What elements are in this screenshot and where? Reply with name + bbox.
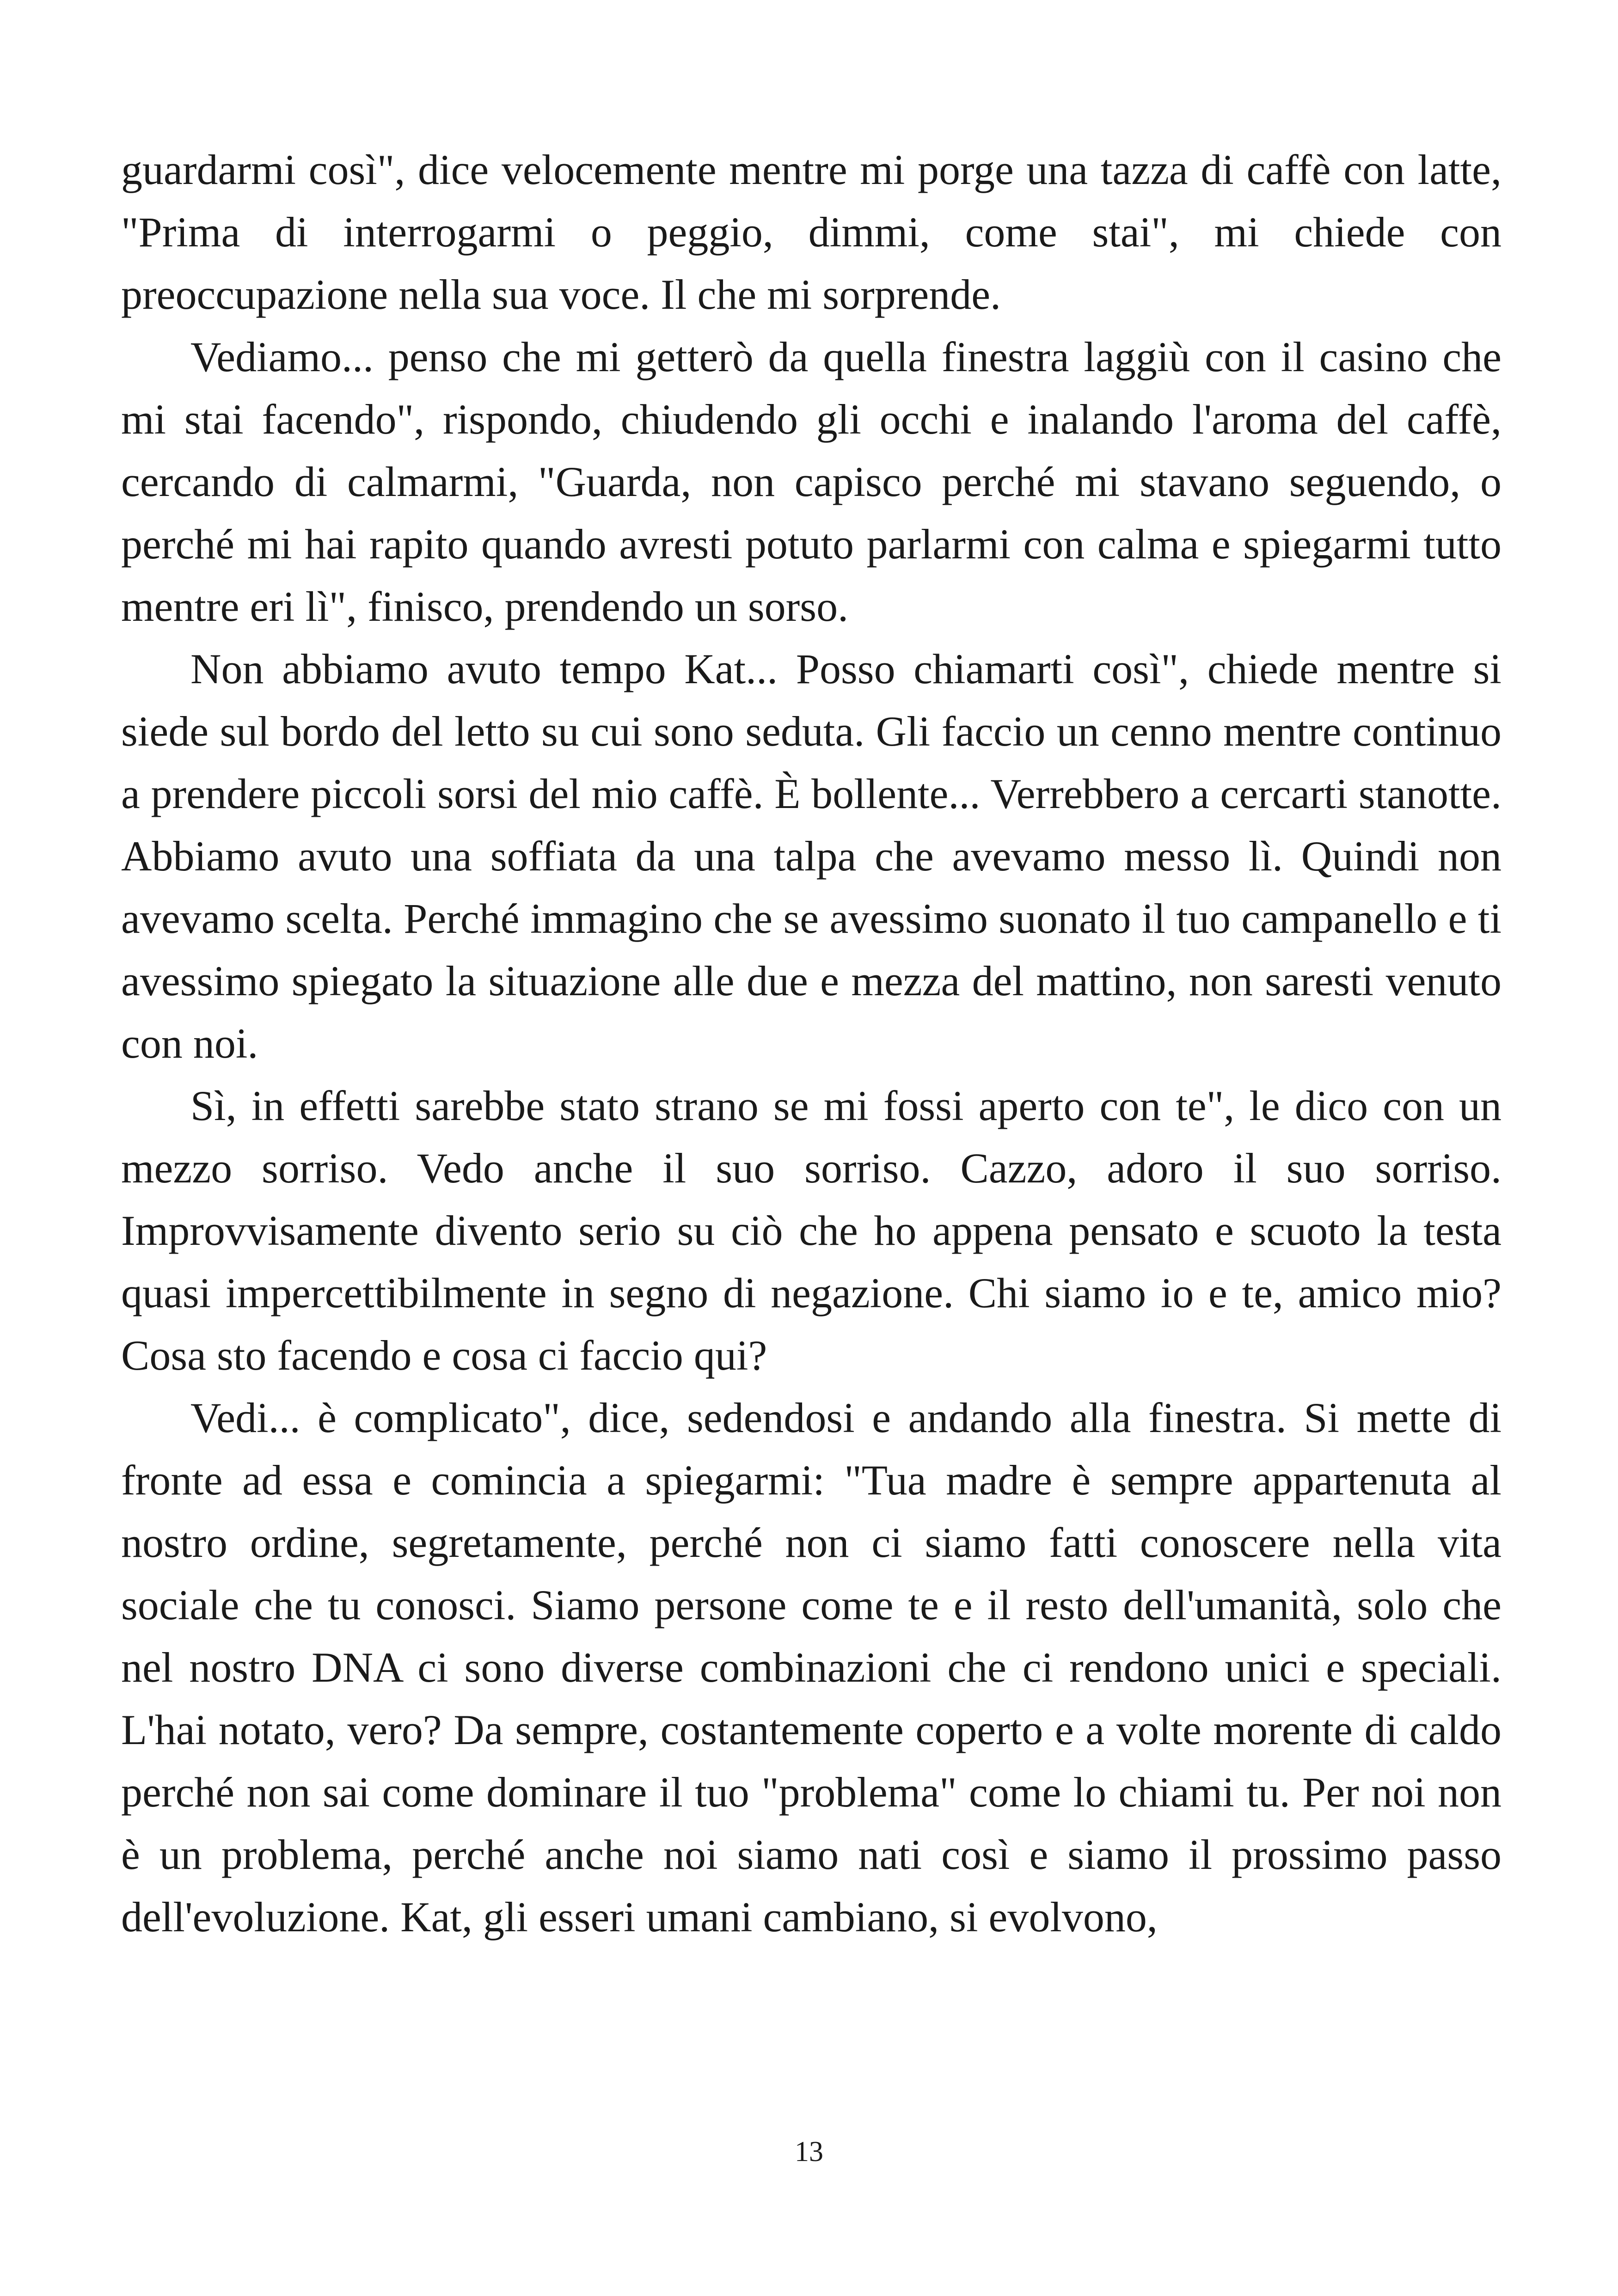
body-text (121, 139, 1502, 1948)
paragraph: Non abbiamo avuto tempo Kat... Posso chiamarti così", chiede mentre si siede sul bordo del letto su cui sono seduta. Gli faccio un cenno mentre continuo a prendere piccoli sorsi del mio caffè. È bollente... Verrebbero a cercarti stanotte. Abbiamo avuto una soffiata da una talpa che avevamo messo lì. Quindi non avevamo scelta. Perché immagino che se avessimo suonato il tuo campanello e ti avessimo spiegato la situazione alle due e mezza del mattino, non saresti venuto con noi. (121, 645, 1502, 1067)
paragraph: Vediamo... penso che mi getterò da quella finestra laggiù con il casino che mi stai facendo", rispondo, chiudendo gli occhi e inalando l'aroma del caffè, cercando di calmarmi, "Guarda, non capisco perché mi stavano seguendo, o perché mi hai rapito quando avresti potuto parlarmi con calma e spiegarmi tutto mentre eri lì", finisco, prendendo un sorso. (121, 333, 1502, 630)
paragraph-continued: guardarmi così", dice velocemente mentre mi porge una tazza di caffè con latte, "Prima di interrogarmi o peggio, dimmi, come stai", mi chiede con preoccupazione nella sua voce. Il che mi sorprende. (121, 146, 1502, 318)
paragraph: Vedi... è complicato", dice, sedendosi e andando alla finestra. Si mette di fronte ad essa e comincia a spiegarmi: "Tua madre è sempre appartenuta al nostro ordine, segretamente, perché non ci siamo fatti conoscere nella vita sociale che tu conosci. Siamo persone come te e il resto dell'umanità, solo che nel nostro DNA ci sono diverse combinazioni che ci rendono unici e speciali. L'hai notato, vero? Da sempre, costantemente coperto e a volte morente di caldo perché non sai come dominare il tuo "problema" come lo chiami tu. Per noi non è un problema, perché anche noi siamo nati così e siamo il prossimo passo dell'evoluzione. Kat, gli esseri umani cambiano, si evolvono, (121, 1394, 1502, 1941)
paragraph: Sì, in effetti sarebbe stato strano se mi fossi aperto con te", le dico con un mezzo sorriso. Vedo anche il suo sorriso. Cazzo, adoro il suo sorriso. Improvvisamente divento serio su ciò che ho appena pensato e scuoto la testa quasi impercettibilmente in segno di negazione. Chi siamo io e te, amico mio? Cosa sto facendo e cosa ci faccio qui? (121, 1082, 1502, 1379)
page-number: 13 (795, 2136, 823, 2167)
